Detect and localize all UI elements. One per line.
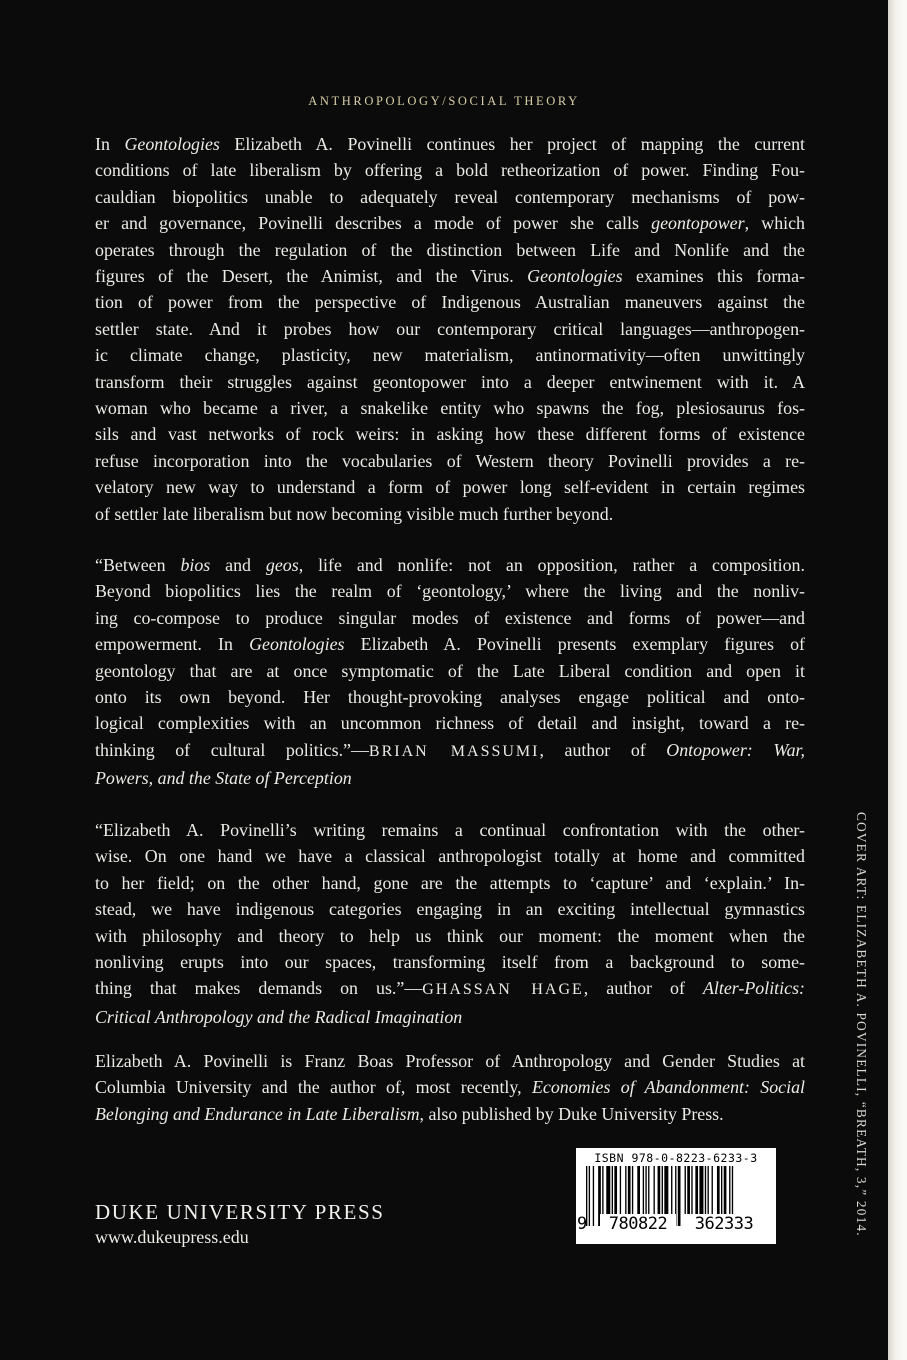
barcode-digit-first: 9 [577,1214,588,1234]
text-line: Belonging and Endurance in Late Liberalism, also published by Duke University Press. [95,1103,724,1124]
text-line: wise. On one hand we have a classical anthropologist totally at home and committed [95,846,805,867]
text-line: ic climate change, plasticity, new materialism, antinormativity—often unwittingly [95,345,805,366]
italic-title: Alter-Politics: [703,978,805,999]
blurb-massumi [95,552,805,792]
italic-title: bios [180,555,211,575]
text-line [95,765,805,791]
text-line: tion of power from the perspective of Indigenous Australian maneuvers against the [95,292,805,313]
text-line: nonliving erupts into our spaces, transforming itself from a background to some- [95,952,805,973]
blurb-author-name: BRIAN MASSUMI [368,742,540,760]
text-line: Columbia University and the author of, most recently, Economies of Abandonment: Social [95,1077,805,1098]
text-line: “Elizabeth A. Povinelli’s writing remains a continual confrontation with the other- [95,820,805,840]
text-line: refuse incorporation into the vocabularies of Western theory Povinelli provides a re- [95,450,805,471]
blurb-author-name: GHASSAN HAGE [422,981,584,999]
category-label: ANTHROPOLOGY/SOCIAL THEORY [308,94,580,108]
italic-title: Geontologies [124,134,220,154]
italic-title: Critical Anthropology and the Radical Imagination [95,1006,463,1027]
text-line: sils and vast networks of rock weirs: in asking how these different forms of existence [95,424,805,445]
text-line: Elizabeth A. Povinelli is Franz Boas Professor of Anthropology and Gender Studies at [95,1051,805,1071]
author-bio [95,1048,805,1127]
isbn-barcode [576,1148,776,1244]
text-line [95,1004,805,1030]
isbn-label: ISBN 978-0-8223-6233-3 [594,1151,758,1165]
text-line: empowerment. In Geontologies Elizabeth A. Povinelli presents exemplary figures of [95,634,805,655]
text-line: of settler late liberalism but now becoming visible much further beyond. [95,503,614,524]
publisher-website: www.dukeupress.edu [95,1227,249,1247]
italic-title: Economies of Abandonment: Social [531,1077,805,1098]
text-line: velatory new way to understand a form of power long self-evident in certain regimes [95,477,805,498]
barcode-bar [593,1166,594,1226]
text-line: thing that makes demands on us.”—GHASSAN HAGE, author of Alter-Politics: [95,978,805,999]
cover-art-credit: COVER ART: ELIZABETH A. POVINELLI, “BREATH, 3,” 2014. [854,812,869,1237]
blurb-hage [95,817,805,1030]
text-line: thinking of cultural politics.”—BRIAN MASSUMI, author of Ontopower: War, [95,739,805,760]
text-line: figures of the Desert, the Animist, and the Virus. Geontologies examines this forma- [95,266,805,287]
text-line: to her field; on the other hand, gone are the attempts to ‘capture’ and ‘explain.’ In- [95,872,805,893]
text-line: transform their struggles against geontopower into a deeper entwinement with it. A [95,371,805,392]
italic-title: geos [265,555,299,575]
text-line: settler state. And it probes how our contemporary critical languages—anthropogen- [95,318,805,339]
publisher-name: DUKE UNIVERSITY PRESS [95,1200,385,1224]
text-line: geontology that are at once symptomatic of the Late Liberal condition and open it [95,660,805,681]
text-line: stead, we have indigenous categories engaging in an exciting intellectual gymnastics [95,899,805,920]
text-line: with philosophy and theory to help us think our moment: the moment when the [95,925,805,946]
text-line: woman who became a river, a snakelike entity who spawns the fog, plesiosaurus fos- [95,398,805,419]
barcode-digits-right: 362333 [684,1214,764,1234]
text-line: In Geontologies Elizabeth A. Povinelli continues her project of mapping the current [95,134,805,154]
italic-title: Powers, and the State of Perception [95,768,352,789]
italic-title: Geontologies [249,634,345,655]
barcode-digits-left: 780822 [600,1214,676,1234]
text-line: Beyond biopolitics lies the realm of ‘geontology,’ where the living and the nonliv- [95,581,805,602]
text-line: er and governance, Povinelli describes a mode of power she calls geontopower, which [95,213,805,234]
italic-title: geontopower [651,213,745,234]
italic-title: Ontopower: War, [666,739,805,760]
text-line: ing co-compose to produce singular modes of existence and forms of power—and [95,607,805,628]
barcode-bar [589,1166,590,1226]
italic-title: Belonging and Endurance in Late Liberalism [95,1103,420,1124]
barcode-bar [678,1166,681,1226]
page-edge [888,0,907,1360]
text-line: logical complexities with an uncommon richness of detail and insight, toward a re- [95,713,805,734]
italic-title: Geontologies [527,266,623,287]
text-line: cauldian biopolitics unable to adequately reveal contemporary mechanisms of pow- [95,186,805,207]
text-line: operates through the regulation of the distinction between Life and Nonlife and the [95,239,805,260]
text-line: conditions of late liberalism by offering a bold retheorization of power. Finding Fou- [95,160,805,181]
text-line: onto its own beyond. Her thought-provoking analyses engage political and onto- [95,687,805,708]
text-line: “Between bios and geos, life and nonlife: not an opposition, rather a composition. [95,555,805,575]
book-description [95,131,805,527]
